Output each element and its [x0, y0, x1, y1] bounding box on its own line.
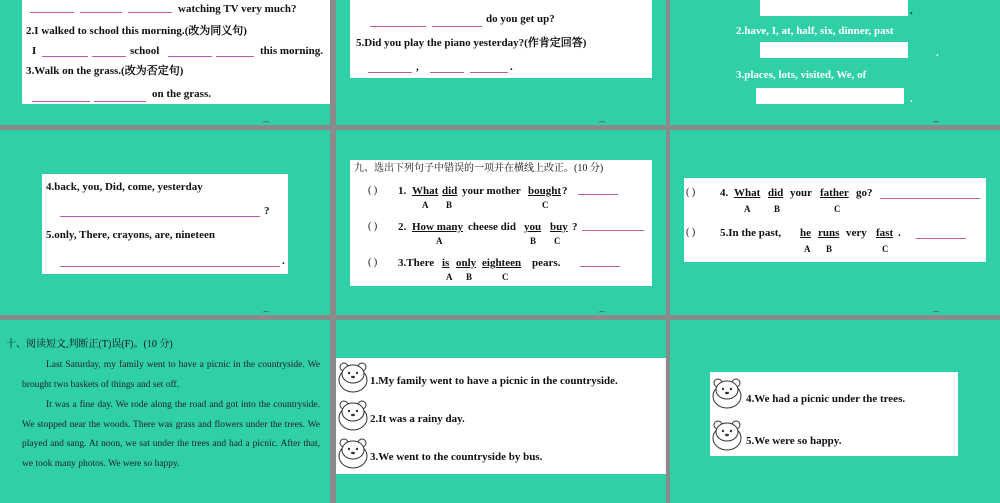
period: . [910, 93, 913, 105]
sentence-tail: watching TV very much? [178, 3, 297, 15]
slide-panel-3 [670, 0, 1000, 125]
label-b: B [774, 204, 781, 214]
question-2: 2.I walked to school this morning.(改为同义句) [26, 25, 247, 37]
option-a[interactable]: he [800, 227, 811, 239]
correction-blank[interactable] [880, 198, 980, 199]
slide-panel-2 [336, 0, 666, 125]
statement-2: 2.It was a rainy day. [370, 413, 465, 425]
passage-paragraph-1: Last Saturday, my family went to have a picnic in the countryside. We brought two baskets of things and set off. [22, 360, 320, 390]
question-mark: ? [572, 221, 578, 233]
slide-panel-1 [0, 0, 330, 125]
question-5: 5.only, There, crayons, are, nineteen [46, 229, 215, 241]
correction-blank[interactable] [578, 194, 618, 195]
question-3: 3.places, lots, visited, We, of [736, 69, 867, 81]
sentence-number: 5.In the past, [720, 227, 782, 239]
answer-blank[interactable] [60, 216, 260, 217]
statement-4: 4.We had a picnic under the trees. [746, 393, 906, 405]
slide-panel-6 [670, 130, 1000, 315]
statements-box [710, 372, 958, 456]
hamster-icon [710, 416, 744, 452]
label-a: A [422, 200, 429, 210]
label-b: B [446, 200, 453, 210]
period: . [936, 47, 939, 59]
sentence-mid: school [130, 45, 160, 57]
label-a: A [436, 236, 443, 246]
option-b[interactable]: did [442, 185, 458, 197]
question-3: 3.Walk on the grass.(改为否定句) [26, 65, 184, 77]
answer-blank[interactable] [168, 56, 212, 57]
page-marker [262, 121, 270, 125]
label-b: B [466, 272, 473, 282]
correction-blank[interactable] [580, 266, 620, 267]
slide-panel-5 [336, 130, 666, 315]
question-4: 4.back, you, Did, come, yesterday [46, 181, 203, 193]
exercise-box [684, 178, 986, 262]
option-c[interactable]: eighteen [482, 257, 522, 269]
option-c[interactable]: father [820, 187, 849, 199]
answer-strip [756, 88, 904, 104]
option-a[interactable]: What [412, 185, 439, 197]
section-title: 十、阅读短文,判断正(T)误(F)。(10 分) [6, 339, 173, 350]
answer-blank[interactable] [216, 56, 254, 57]
sentence-text: very [846, 227, 867, 239]
page-marker [932, 121, 940, 125]
sentence-text: your [790, 187, 812, 199]
hamster-icon [336, 434, 370, 470]
slide-panel-4 [0, 130, 330, 315]
hamster-icon [710, 374, 744, 410]
slide-panel-7 [0, 320, 330, 503]
answer-blank[interactable] [368, 72, 412, 73]
slide-panel-9 [670, 320, 1000, 503]
exercise-box [350, 160, 652, 286]
option-b[interactable]: runs [818, 227, 840, 239]
sentence-number: 4. [720, 187, 729, 199]
page-marker [598, 311, 606, 315]
label-c: C [502, 272, 509, 282]
sentence-text: cheese did [468, 221, 516, 233]
answer-paren[interactable]: ( ) [368, 185, 378, 196]
answer-blank[interactable] [432, 26, 482, 27]
question-5: 5.Did you play the piano yesterday?(作肯定回答) [356, 37, 587, 49]
answer-blank[interactable] [92, 56, 126, 57]
section-title: 九、选出下列句子中错误的一项并在横线上改正。(10 分) [354, 163, 604, 174]
question-mark: ? [264, 205, 270, 217]
option-b[interactable]: only [456, 257, 477, 269]
answer-paren[interactable]: ( ) [686, 187, 696, 198]
label-c: C [834, 204, 841, 214]
statement-5: 5.We were so happy. [746, 435, 842, 447]
exercise-box [42, 174, 288, 274]
answer-blank[interactable] [430, 72, 464, 73]
answer-blank[interactable] [370, 26, 426, 27]
sentence-text: go? [856, 187, 873, 199]
sentence-text: your mother [462, 185, 521, 197]
comma: , [416, 61, 419, 73]
answer-blank[interactable] [470, 72, 508, 73]
sentence-number: 3.There [398, 257, 435, 269]
sentence-text: pears. [532, 257, 561, 269]
answer-paren[interactable]: ( ) [686, 227, 696, 238]
question-4-tail: do you get up? [486, 13, 555, 25]
option-c[interactable]: buy [550, 221, 568, 233]
sentence-end: this morning. [260, 45, 323, 57]
sentence-end: on the grass. [152, 88, 211, 100]
answer-blank[interactable] [94, 101, 146, 102]
label-a: A [744, 204, 751, 214]
option-a[interactable]: is [442, 257, 450, 269]
option-b[interactable]: you [524, 221, 542, 233]
period: . [910, 5, 913, 17]
label-b: B [530, 236, 537, 246]
period: . [898, 227, 901, 239]
answer-blank[interactable] [30, 12, 74, 13]
page-marker [598, 121, 606, 125]
label-b: B [826, 244, 833, 254]
option-a[interactable]: How many [412, 221, 464, 233]
answer-strip [760, 0, 908, 16]
page-marker [932, 311, 940, 315]
slide-panel-8 [336, 320, 666, 503]
sentence-number: 1. [398, 185, 407, 197]
answer-blank[interactable] [60, 266, 280, 267]
sentence-number: 2. [398, 221, 407, 233]
answer-blank[interactable] [128, 12, 172, 13]
label-c: C [554, 236, 561, 246]
answer-blank[interactable] [80, 12, 122, 13]
option-b[interactable]: did [768, 187, 784, 199]
answer-blank[interactable] [32, 101, 90, 102]
correction-blank[interactable] [582, 230, 644, 231]
label-a: A [446, 272, 453, 282]
period: . [510, 61, 513, 73]
exercise-box [350, 0, 652, 78]
passage-paragraph-2: It was a fine day. We rode along the road and got into the countryside. We stopped near the woods. There was grass and flowers under the trees. We played and sang. At noon, we sat under the trees and had a picnic. After that, we took many photos. We were so happy. [22, 400, 320, 469]
sentence-start: I [32, 45, 37, 57]
option-c[interactable]: fast [876, 227, 894, 239]
question-2: 2.have, I, at, half, six, dinner, past [736, 25, 894, 37]
answer-paren[interactable]: ( ) [368, 257, 378, 268]
statement-1: 1.My family went to have a picnic in the countryside. [370, 375, 618, 387]
label-c: C [882, 244, 889, 254]
answer-paren[interactable]: ( ) [368, 221, 378, 232]
option-c[interactable]: bought [528, 185, 562, 197]
statement-3: 3.We went to the countryside by bus. [370, 451, 543, 463]
page-marker [262, 311, 270, 315]
answer-strip [760, 42, 908, 58]
question-mark: ? [562, 185, 568, 197]
hamster-icon [336, 358, 370, 394]
option-a[interactable]: What [734, 187, 761, 199]
label-a: A [804, 244, 811, 254]
period: . [282, 255, 285, 267]
statements-box [336, 358, 666, 474]
label-c: C [542, 200, 549, 210]
correction-blank[interactable] [916, 238, 966, 239]
answer-blank[interactable] [42, 56, 88, 57]
hamster-icon [336, 396, 370, 432]
